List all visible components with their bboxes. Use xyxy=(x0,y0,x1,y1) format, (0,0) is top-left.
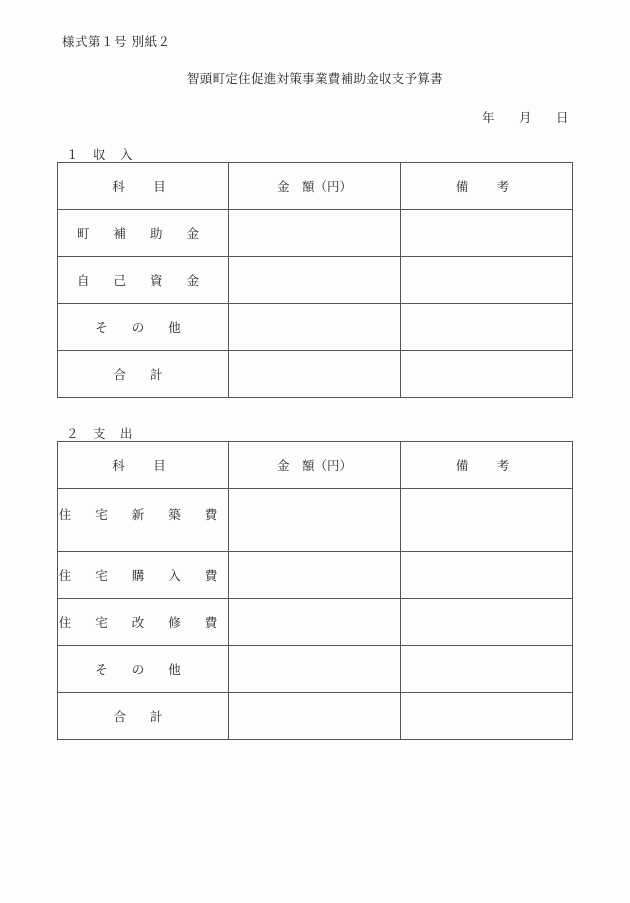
note-cell[interactable] xyxy=(401,304,573,351)
income-table xyxy=(57,162,573,398)
amount-cell[interactable] xyxy=(229,304,401,351)
expenditure-header-row xyxy=(58,442,573,489)
table-row-total xyxy=(58,693,573,740)
table-row xyxy=(58,489,573,552)
table-row xyxy=(58,552,573,599)
amount-cell[interactable] xyxy=(229,646,401,693)
amount-cell[interactable] xyxy=(229,257,401,304)
amount-cell[interactable] xyxy=(229,552,401,599)
expenditure-table xyxy=(57,441,573,740)
amount-cell[interactable] xyxy=(229,693,401,740)
amount-cell[interactable] xyxy=(229,210,401,257)
income-header-row xyxy=(58,163,573,210)
note-cell[interactable] xyxy=(401,693,573,740)
header-item: 科 目 xyxy=(58,163,229,210)
header-amount: 金 額（円） xyxy=(229,442,401,489)
table-row xyxy=(58,646,573,693)
header-item: 科 目 xyxy=(58,442,229,489)
amount-cell[interactable] xyxy=(229,489,401,552)
amount-cell[interactable] xyxy=(229,599,401,646)
note-cell[interactable] xyxy=(401,552,573,599)
table-row xyxy=(58,304,573,351)
item-cell: 自 己 資 金 xyxy=(58,257,229,304)
expenditure-section-label: ２ 支 出 xyxy=(66,426,134,441)
note-cell[interactable] xyxy=(401,646,573,693)
table-row xyxy=(58,599,573,646)
amount-cell[interactable] xyxy=(229,351,401,398)
item-cell: 町 補 助 金 xyxy=(58,210,229,257)
item-cell: そ の 他 xyxy=(58,304,229,351)
note-cell[interactable] xyxy=(401,351,573,398)
date-month-label: 月 xyxy=(519,110,532,125)
header-note: 備 考 xyxy=(401,163,573,210)
note-cell[interactable] xyxy=(401,599,573,646)
item-cell: そ の 他 xyxy=(58,646,229,693)
item-cell: 合 計 xyxy=(58,693,229,740)
date-year-label: 年 xyxy=(482,110,495,125)
header-amount: 金 額（円） xyxy=(229,163,401,210)
header-note: 備 考 xyxy=(401,442,573,489)
table-row xyxy=(58,257,573,304)
item-cell: 住 宅 新 築 費 xyxy=(58,489,229,552)
form-number: 様式第１号 別紙２ xyxy=(62,34,171,49)
note-cell[interactable] xyxy=(401,489,573,552)
table-row-total xyxy=(58,351,573,398)
item-cell: 住 宅 改 修 費 xyxy=(58,599,229,646)
table-row xyxy=(58,210,573,257)
note-cell[interactable] xyxy=(401,210,573,257)
document-title: 智頭町定住促進対策事業費補助金収支予算書 xyxy=(186,71,443,86)
item-cell: 住 宅 購 入 費 xyxy=(58,552,229,599)
item-cell: 合 計 xyxy=(58,351,229,398)
income-section-label: １ 収 入 xyxy=(66,147,134,162)
date-day-label: 日 xyxy=(556,110,569,125)
note-cell[interactable] xyxy=(401,257,573,304)
